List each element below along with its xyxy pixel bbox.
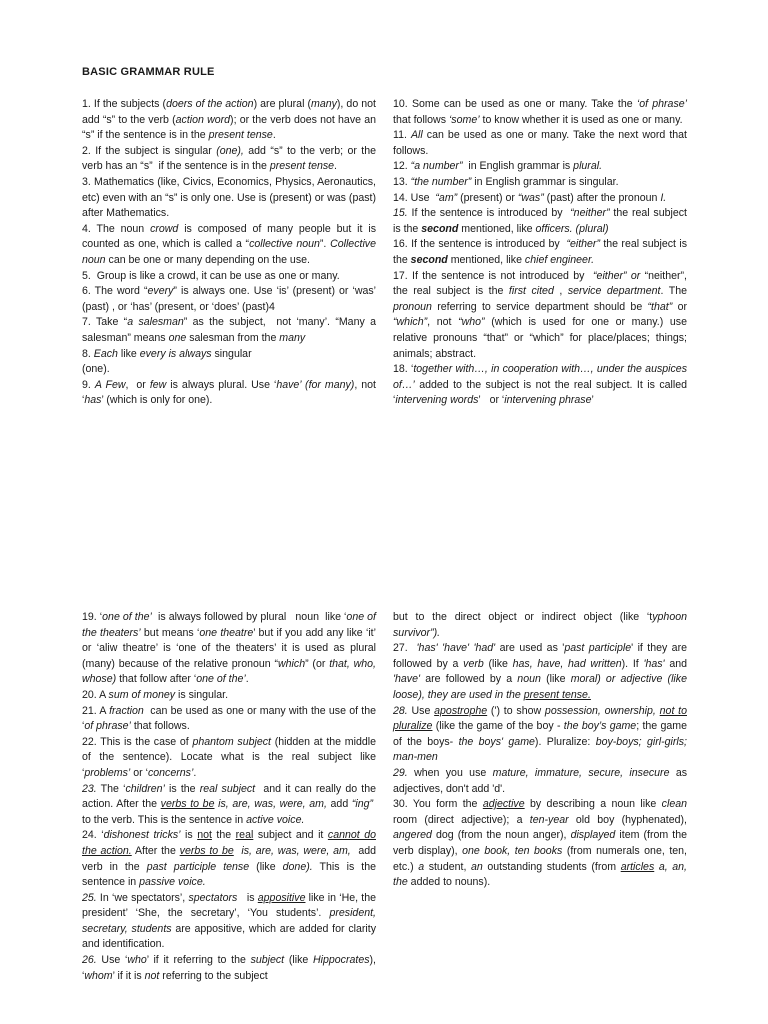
rule-paragraph: 18. ‘together with…, in cooperation with…, under the auspices of…’ added to the subject is not the real subject. It is called ‘intervening words’ or ‘intervening phrase’ (393, 363, 687, 407)
rule-paragraph: but to the direct object or indirect object (like ‘typhoon survivor”). (393, 611, 687, 639)
rule-paragraph: 1. If the subjects (doers of the action) are plural (many), do not add “s” to the verb (action word); or the verb does not have an “s” if the sentence is in the present tense. (82, 98, 376, 142)
column-bottom-left (82, 610, 376, 984)
rule-paragraph: 29. when you use mature, immature, secure, insecure as adjectives, don't add 'd'. (393, 766, 688, 795)
column-top-right (393, 97, 687, 409)
rule-paragraph: 4. The noun crowd is composed of many people but it is counted as one, which is called a “collective noun”. Collective noun can be one or many depending on the use. (82, 222, 376, 266)
column-top-left (82, 97, 376, 409)
page-title: BASIC GRAMMAR RULE (82, 66, 215, 78)
rule-paragraph: 8. Each like every is always singular (one). (82, 347, 252, 376)
rule-paragraph: 28. Use apostrophe (') to show possession, ownership, not to pluralize (like the game of the boy - the boy’s game; the game of the boys- the boys' game). Pluralize: boy-boys; girl-girls; man-men (393, 704, 688, 764)
rule-paragraph: 30. You form the adjective by describing a noun like clean room (direct adjective); a ten-year old boy (hyphenated), angered dog (from the noun anger), displayed item (from the verb display), one book, ten books (from numerals one, ten, etc.) a student, an outstanding students (from articles a, an, the added to nouns). (393, 798, 687, 889)
rule-paragraph: 24. ‘dishonest tricks’ is not the real subject and it cannot do the action. After the verbs to be is, are, was, were, am, add verb in the past participle tense (like done). This is the sentence in passive voice. (82, 829, 377, 889)
rule-paragraph: 13. “the number” in English grammar is singular. (393, 175, 619, 188)
rule-paragraph: 11. All can be used as one or many. Take the next word that follows. (393, 129, 687, 157)
rule-paragraph: 17. If the sentence is not introduced by “either” or “neither”, the real subject is the first cited , service department. The pronoun referring to service department should be “that” or “which”, not “who” (which is used for one or many.) use relative pronouns “that” or “which” for place/places; things; animals; abstract. (393, 269, 687, 360)
column-bottom-right (393, 610, 687, 891)
rule-paragraph: 22. This is the case of phantom subject (hidden at the middle of the sentence). Locate what is the real subject like ‘problems’ or ‘concerns’. (82, 735, 376, 779)
rule-paragraph: 7. Take “a salesman” as the subject, not ‘many’. “Many a salesman” means one salesman from the many (82, 316, 376, 344)
rule-paragraph: 2. If the subject is singular (one), add “s” to the verb; or the verb has an “s” if the sentence is in the present tense. (82, 144, 376, 173)
rule-paragraph: 16. If the sentence is introduced by “either” the real subject is the second mentioned, like chief engineer. (393, 238, 687, 266)
rule-paragraph: 10. Some can be used as one or many. Take the ‘of phrase’ that follows ‘some’ to know whether it is used as one or many. (393, 98, 687, 126)
rule-paragraph: 26. Use ‘who’ if it referring to the subject (like Hippocrates), ‘whom’ if it is not referring to the subject (82, 954, 376, 982)
rule-paragraph: 25. In ‘we spectators’, spectators is appositive like in ‘He, the president’ ‘She, the secretary’, ‘You students’. president, secretary, students are appositive, which are added for clarity and identification. (82, 891, 376, 951)
rule-paragraph: 12. “a number” in English grammar is plural. (393, 160, 603, 173)
rule-paragraph: 6. The word “every” is always one. Use ‘is’ (present) or ‘was’ (past) , or ‘has’ (present, or ‘does’ (past)4 (82, 285, 377, 313)
rule-paragraph: 20. A sum of money is singular. (82, 688, 229, 701)
rule-paragraph: 19. ‘one of the’ is always followed by plural noun like ‘one of the theaters’ but means ‘one theatre’ but if you add any like ‘it’ or ‘aliw theatre’ is ‘one of the theaters’ it is used as plural (many) because of the relative pronoun “which” (or that, who, whose) that follow after ‘one of the’. (82, 611, 377, 686)
rule-paragraph: 3. Mathematics (like, Civics, Economics, Physics, Aeronautics, etc) even with an “s” is only one. Use is (present) or was (past) after Mathematics. (82, 175, 376, 220)
rule-paragraph: 27. 'has' 'have' 'had' are used as 'past participle' if they are followed by a verb (like has, have, had written). If 'has' and 'have' are followed by a noun (like moral) or adjective (like loose), they are used in the present tense. (393, 642, 687, 701)
rule-paragraph: 9. A Few, or few is always plural. Use ‘have’ (for many), not ‘has’ (which is only for one). (82, 378, 376, 407)
rule-paragraph: 14. Use “am” (present) or “was” (past) after the pronoun I. (393, 191, 667, 204)
rule-paragraph: 5. Group is like a crowd, it can be use as one or many. (82, 269, 340, 282)
rule-paragraph: 15. If the sentence is introduced by “neither” the real subject is the second mentioned, like officers. (plural) (393, 207, 688, 235)
rule-paragraph: 21. A fraction can be used as one or many with the use of the ‘of phrase’ that follows. (82, 704, 376, 733)
rule-paragraph: 23. The ‘children’ is the real subject and it can really do the action. After the verbs to be is, are, was, were, am, add “ing” to the verb. This is the sentence in active voice. (82, 782, 377, 826)
